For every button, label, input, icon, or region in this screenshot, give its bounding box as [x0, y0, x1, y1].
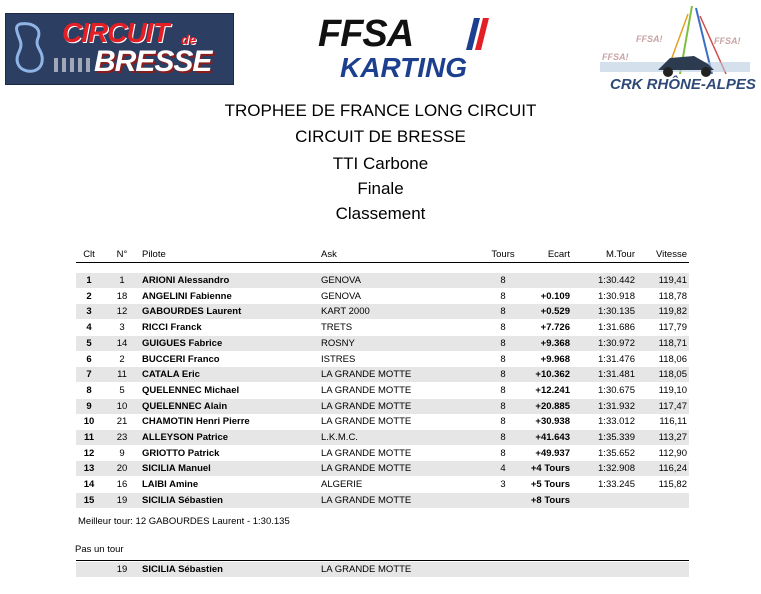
- tours-cell: 8: [500, 337, 506, 349]
- ecart-cell: +10.362: [535, 369, 570, 381]
- clt-cell: 14: [83, 479, 95, 491]
- ecart-cell: +0.109: [540, 290, 570, 302]
- number-cell: 12: [116, 306, 128, 318]
- header-pilote: Pilote: [142, 249, 166, 260]
- ecart-cell: +5 Tours: [530, 479, 570, 491]
- circuit-logo-de: de: [181, 32, 197, 47]
- pilote-cell: SICILIA Sébastien: [142, 564, 223, 575]
- ask-cell: ALGERIE: [321, 479, 363, 491]
- ecart-cell: +7.726: [540, 322, 570, 334]
- pilote-cell: GRIOTTO Patrick: [142, 447, 220, 459]
- tricolor-slash-icon: [464, 18, 490, 50]
- ecart-cell: +49.937: [535, 447, 570, 459]
- ask-cell: GENOVA: [321, 275, 361, 286]
- ecart-cell: +9.368: [540, 337, 570, 349]
- ask-cell: ISTRES: [321, 353, 356, 365]
- number-cell: 9: [119, 447, 125, 459]
- clt-cell: 6: [86, 353, 92, 365]
- mtour-cell: 1:30.135: [598, 306, 635, 318]
- no-lap-divider: [76, 560, 689, 561]
- crk-ghost-text: FFSA!: [636, 34, 663, 44]
- vitesse-cell: 116,11: [659, 416, 687, 428]
- ecart-cell: +20.885: [535, 400, 570, 412]
- pilote-cell: QUELENNEC Michael: [142, 384, 240, 396]
- pilote-cell: RICCI Franck: [142, 322, 202, 334]
- pilote-cell: SICILIA Manuel: [142, 463, 211, 475]
- header-number: N°: [116, 249, 128, 260]
- table-row: [76, 461, 689, 476]
- ffsa-logo-word: FFSA: [318, 13, 414, 55]
- vitesse-cell: 116,24: [658, 463, 687, 475]
- number-cell: 11: [117, 369, 127, 381]
- ask-cell: LA GRANDE MOTTE: [321, 494, 412, 506]
- session-title: Finale: [357, 179, 404, 198]
- mtour-cell: 1:32.908: [598, 463, 635, 475]
- clt-cell: 2: [86, 290, 92, 302]
- number-cell: 23: [116, 432, 128, 443]
- ask-cell: LA GRANDE MOTTE: [321, 369, 412, 381]
- ecart-cell: +12.241: [535, 384, 570, 396]
- crk-ghost-text: FFSA!: [714, 36, 741, 46]
- table-row: [76, 336, 689, 351]
- clt-cell: 7: [86, 369, 92, 381]
- tours-cell: 8: [500, 416, 506, 428]
- tours-cell: 8: [500, 322, 506, 334]
- number-cell: 1: [119, 275, 125, 286]
- table-row: [76, 477, 689, 492]
- clt-cell: 13: [83, 463, 95, 475]
- bresse-logo-word: BRESSE: [94, 45, 212, 78]
- tours-cell: 8: [500, 384, 506, 396]
- mtour-cell: 1:30.442: [598, 275, 635, 286]
- ask-cell: LA GRANDE MOTTE: [321, 447, 412, 459]
- vitesse-cell: 118,78: [658, 290, 687, 302]
- pilote-cell: ANGELINI Fabienne: [142, 290, 232, 302]
- tours-cell: 8: [500, 353, 506, 365]
- tours-cell: 8: [500, 447, 506, 459]
- track-outline-icon: [12, 20, 48, 76]
- pilote-cell: CATALA Eric: [142, 369, 200, 381]
- number-cell: 5: [119, 384, 125, 396]
- crk-ghost-text: FFSA!: [602, 52, 629, 62]
- no-lap-title: Pas un tour: [75, 544, 124, 555]
- number-cell: 2: [119, 353, 125, 365]
- pilote-cell: LAIBI Amine: [142, 479, 199, 491]
- vitesse-cell: 117,47: [658, 400, 687, 412]
- mtour-cell: 1:33.245: [598, 479, 635, 491]
- ask-cell: LA GRANDE MOTTE: [321, 564, 412, 575]
- number-cell: 10: [116, 400, 128, 412]
- table-row: [76, 399, 689, 414]
- crk-rhone-alpes-logo: [596, 4, 754, 96]
- mtour-cell: 1:35.652: [598, 447, 635, 459]
- mtour-cell: 1:30.675: [598, 384, 635, 396]
- event-title: TROPHEE DE FRANCE LONG CIRCUIT: [224, 101, 537, 120]
- tours-cell: 4: [500, 463, 506, 475]
- vitesse-cell: 119,41: [658, 275, 687, 286]
- table-row: [76, 367, 689, 382]
- ask-cell: TRETS: [321, 322, 353, 334]
- ask-cell: L.K.M.C.: [321, 432, 358, 443]
- vitesse-cell: 119,82: [658, 306, 687, 318]
- ask-cell: GENOVA: [321, 290, 361, 302]
- mtour-cell: 1:31.932: [598, 400, 635, 412]
- mtour-cell: 1:31.686: [598, 322, 635, 334]
- clt-cell: 4: [86, 322, 92, 334]
- table-row: [76, 352, 689, 367]
- clt-cell: 15: [83, 494, 95, 506]
- header-clt: Clt: [83, 249, 95, 260]
- tours-cell: 8: [500, 275, 506, 286]
- ffsa-karting-logo: [318, 14, 492, 86]
- clt-cell: 11: [83, 432, 95, 443]
- clt-cell: 8: [86, 384, 92, 396]
- ask-cell: LA GRANDE MOTTE: [321, 400, 412, 412]
- pilote-cell: GUIGUES Fabrice: [142, 337, 223, 349]
- header-ask: Ask: [321, 249, 337, 260]
- clt-cell: 9: [86, 400, 92, 412]
- number-cell: 19: [116, 564, 128, 575]
- circuit-de-bresse-logo: [5, 13, 234, 85]
- vitesse-cell: 119,10: [658, 384, 687, 396]
- vitesse-cell: 117,79: [658, 322, 687, 334]
- ask-cell: LA GRANDE MOTTE: [321, 463, 412, 475]
- table-row: [76, 446, 689, 461]
- pilote-cell: SICILIA Sébastien: [142, 494, 223, 506]
- header-vitesse: Vitesse: [656, 249, 687, 260]
- header-divider: [76, 262, 689, 263]
- table-row: [76, 383, 689, 398]
- mtour-cell: 1:31.481: [598, 369, 635, 381]
- tours-cell: 8: [500, 432, 506, 443]
- vitesse-cell: 113,27: [658, 432, 687, 443]
- number-cell: 16: [116, 479, 128, 491]
- karting-logo-word: KARTING: [340, 52, 468, 83]
- mtour-cell: 1:30.972: [598, 337, 635, 349]
- vitesse-cell: 118,71: [658, 337, 687, 349]
- clt-cell: 1: [86, 275, 92, 286]
- pilote-cell: BUCCERI Franco: [142, 353, 220, 365]
- classification-title: Classement: [335, 204, 426, 223]
- number-cell: 14: [116, 337, 128, 349]
- pilote-cell: ALLEYSON Patrice: [142, 432, 229, 443]
- best-lap-note: Meilleur tour: 12 GABOURDES Laurent - 1:30.135: [78, 516, 290, 527]
- vitesse-cell: 112,90: [658, 447, 687, 459]
- number-cell: 3: [119, 322, 125, 334]
- header-mtour: M.Tour: [605, 249, 635, 260]
- number-cell: 18: [116, 290, 128, 302]
- category-title: TTI Carbone: [332, 154, 429, 173]
- vitesse-cell: 115,82: [658, 479, 687, 491]
- ecart-cell: +0.529: [540, 306, 570, 318]
- mtour-cell: 1:35.339: [598, 432, 635, 443]
- ecart-cell: +41.643: [535, 432, 570, 443]
- table-header: [76, 247, 689, 262]
- number-cell: 19: [116, 494, 128, 506]
- circuit-logo-word: CIRCUIT: [62, 17, 169, 48]
- crk-logo-word: CRK RHÔNE-ALPES: [610, 76, 756, 93]
- pilote-cell: ARIONI Alessandro: [142, 275, 230, 286]
- header-tours: Tours: [491, 249, 515, 260]
- table-row: [76, 414, 689, 429]
- vitesse-cell: 118,05: [658, 369, 687, 381]
- header-ecart: Ecart: [547, 249, 570, 260]
- table-row: [76, 493, 689, 508]
- number-cell: 20: [116, 463, 128, 475]
- ecart-cell: +30.938: [535, 416, 570, 428]
- table-row: [76, 430, 689, 445]
- mtour-cell: 1:33.012: [598, 416, 635, 428]
- tours-cell: 8: [500, 369, 506, 381]
- pilote-cell: QUELENNEC Alain: [142, 400, 228, 412]
- ask-cell: LA GRANDE MOTTE: [321, 416, 412, 428]
- tours-cell: 8: [500, 306, 506, 318]
- table-row: [76, 304, 689, 319]
- table-row: [76, 320, 689, 335]
- tours-cell: 8: [500, 400, 506, 412]
- circuit-title: CIRCUIT DE BRESSE: [295, 127, 466, 146]
- ecart-cell: +9.968: [540, 353, 570, 365]
- ask-cell: ROSNY: [321, 337, 355, 349]
- clt-cell: 12: [83, 447, 95, 459]
- clt-cell: 5: [86, 337, 92, 349]
- pilote-cell: GABOURDES Laurent: [142, 306, 242, 318]
- ask-cell: LA GRANDE MOTTE: [321, 384, 412, 396]
- table-row: [76, 562, 689, 577]
- ask-cell: KART 2000: [321, 306, 370, 318]
- ecart-cell: +4 Tours: [530, 463, 570, 475]
- checkered-flag-icon: [54, 58, 94, 72]
- mtour-cell: 1:31.476: [598, 353, 635, 365]
- tours-cell: 8: [500, 290, 506, 302]
- tours-cell: 3: [500, 479, 506, 491]
- mtour-cell: 1:30.918: [598, 290, 635, 302]
- ecart-cell: +8 Tours: [530, 494, 570, 506]
- table-row: [76, 289, 689, 304]
- pilote-cell: CHAMOTIN Henri Pierre: [142, 416, 250, 428]
- vitesse-cell: 118,06: [658, 353, 687, 365]
- table-row: [76, 273, 689, 288]
- number-cell: 21: [116, 416, 128, 428]
- clt-cell: 3: [86, 306, 92, 318]
- clt-cell: 10: [83, 416, 95, 428]
